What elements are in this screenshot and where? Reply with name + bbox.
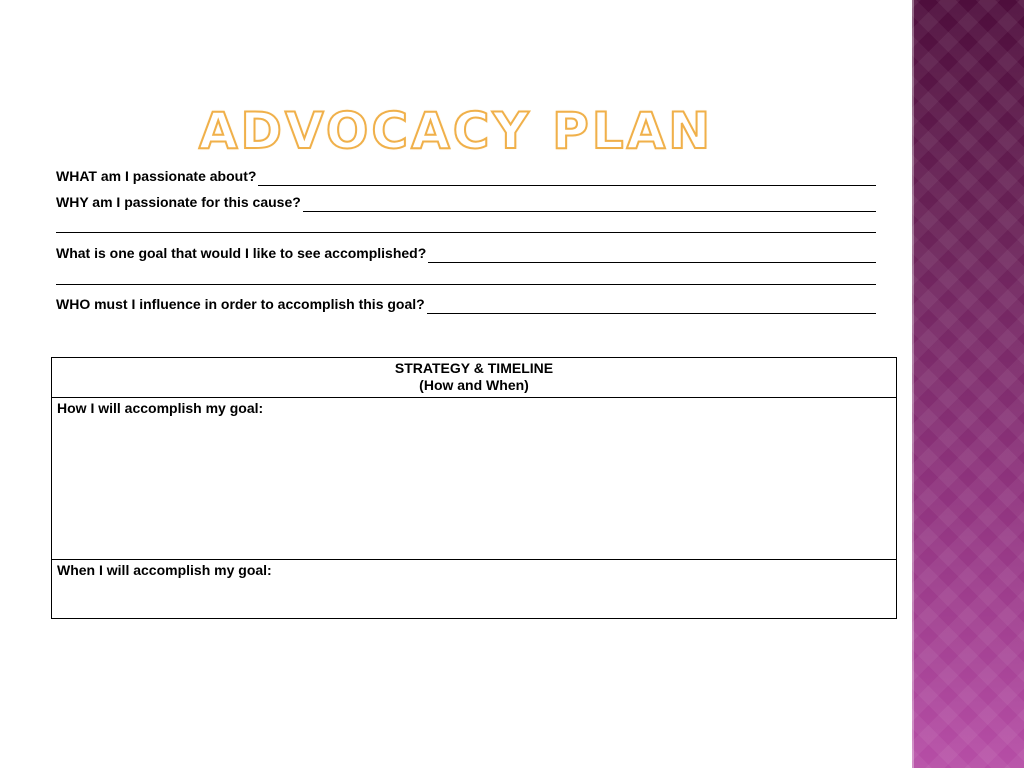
question-who bbox=[56, 294, 876, 314]
when-cell[interactable] bbox=[52, 560, 897, 619]
when-label: When I will accomplish my goal: bbox=[57, 562, 272, 578]
question-why-answer-line[interactable] bbox=[303, 210, 876, 212]
how-and-when-subheading: (How and When) bbox=[419, 377, 529, 393]
decorative-sidebar bbox=[912, 0, 1024, 768]
question-goal-label: What is one goal that would I like to see accomplished? bbox=[56, 245, 427, 261]
strategy-timeline-heading: STRATEGY & TIMELINE bbox=[394, 360, 554, 376]
strategy-timeline-header bbox=[52, 358, 897, 398]
question-what-label: WHAT am I passionate about? bbox=[56, 168, 257, 184]
how-cell[interactable] bbox=[52, 398, 897, 560]
question-what bbox=[56, 166, 876, 186]
how-label: How I will accomplish my goal: bbox=[57, 400, 264, 416]
question-who-answer-line[interactable] bbox=[427, 312, 876, 314]
question-goal-answer-line[interactable] bbox=[428, 261, 876, 263]
question-who-label: WHO must I influence in order to accomplish this goal? bbox=[56, 296, 425, 312]
question-what-answer-line[interactable] bbox=[258, 184, 876, 186]
question-goal bbox=[56, 243, 876, 263]
page-title: ADVOCACY PLAN bbox=[198, 102, 714, 160]
strategy-timeline-table bbox=[51, 357, 897, 619]
question-goal-continuation-line[interactable] bbox=[56, 284, 876, 285]
question-why-continuation-line[interactable] bbox=[56, 232, 876, 233]
question-why-label: WHY am I passionate for this cause? bbox=[56, 194, 301, 210]
question-why bbox=[56, 192, 876, 212]
